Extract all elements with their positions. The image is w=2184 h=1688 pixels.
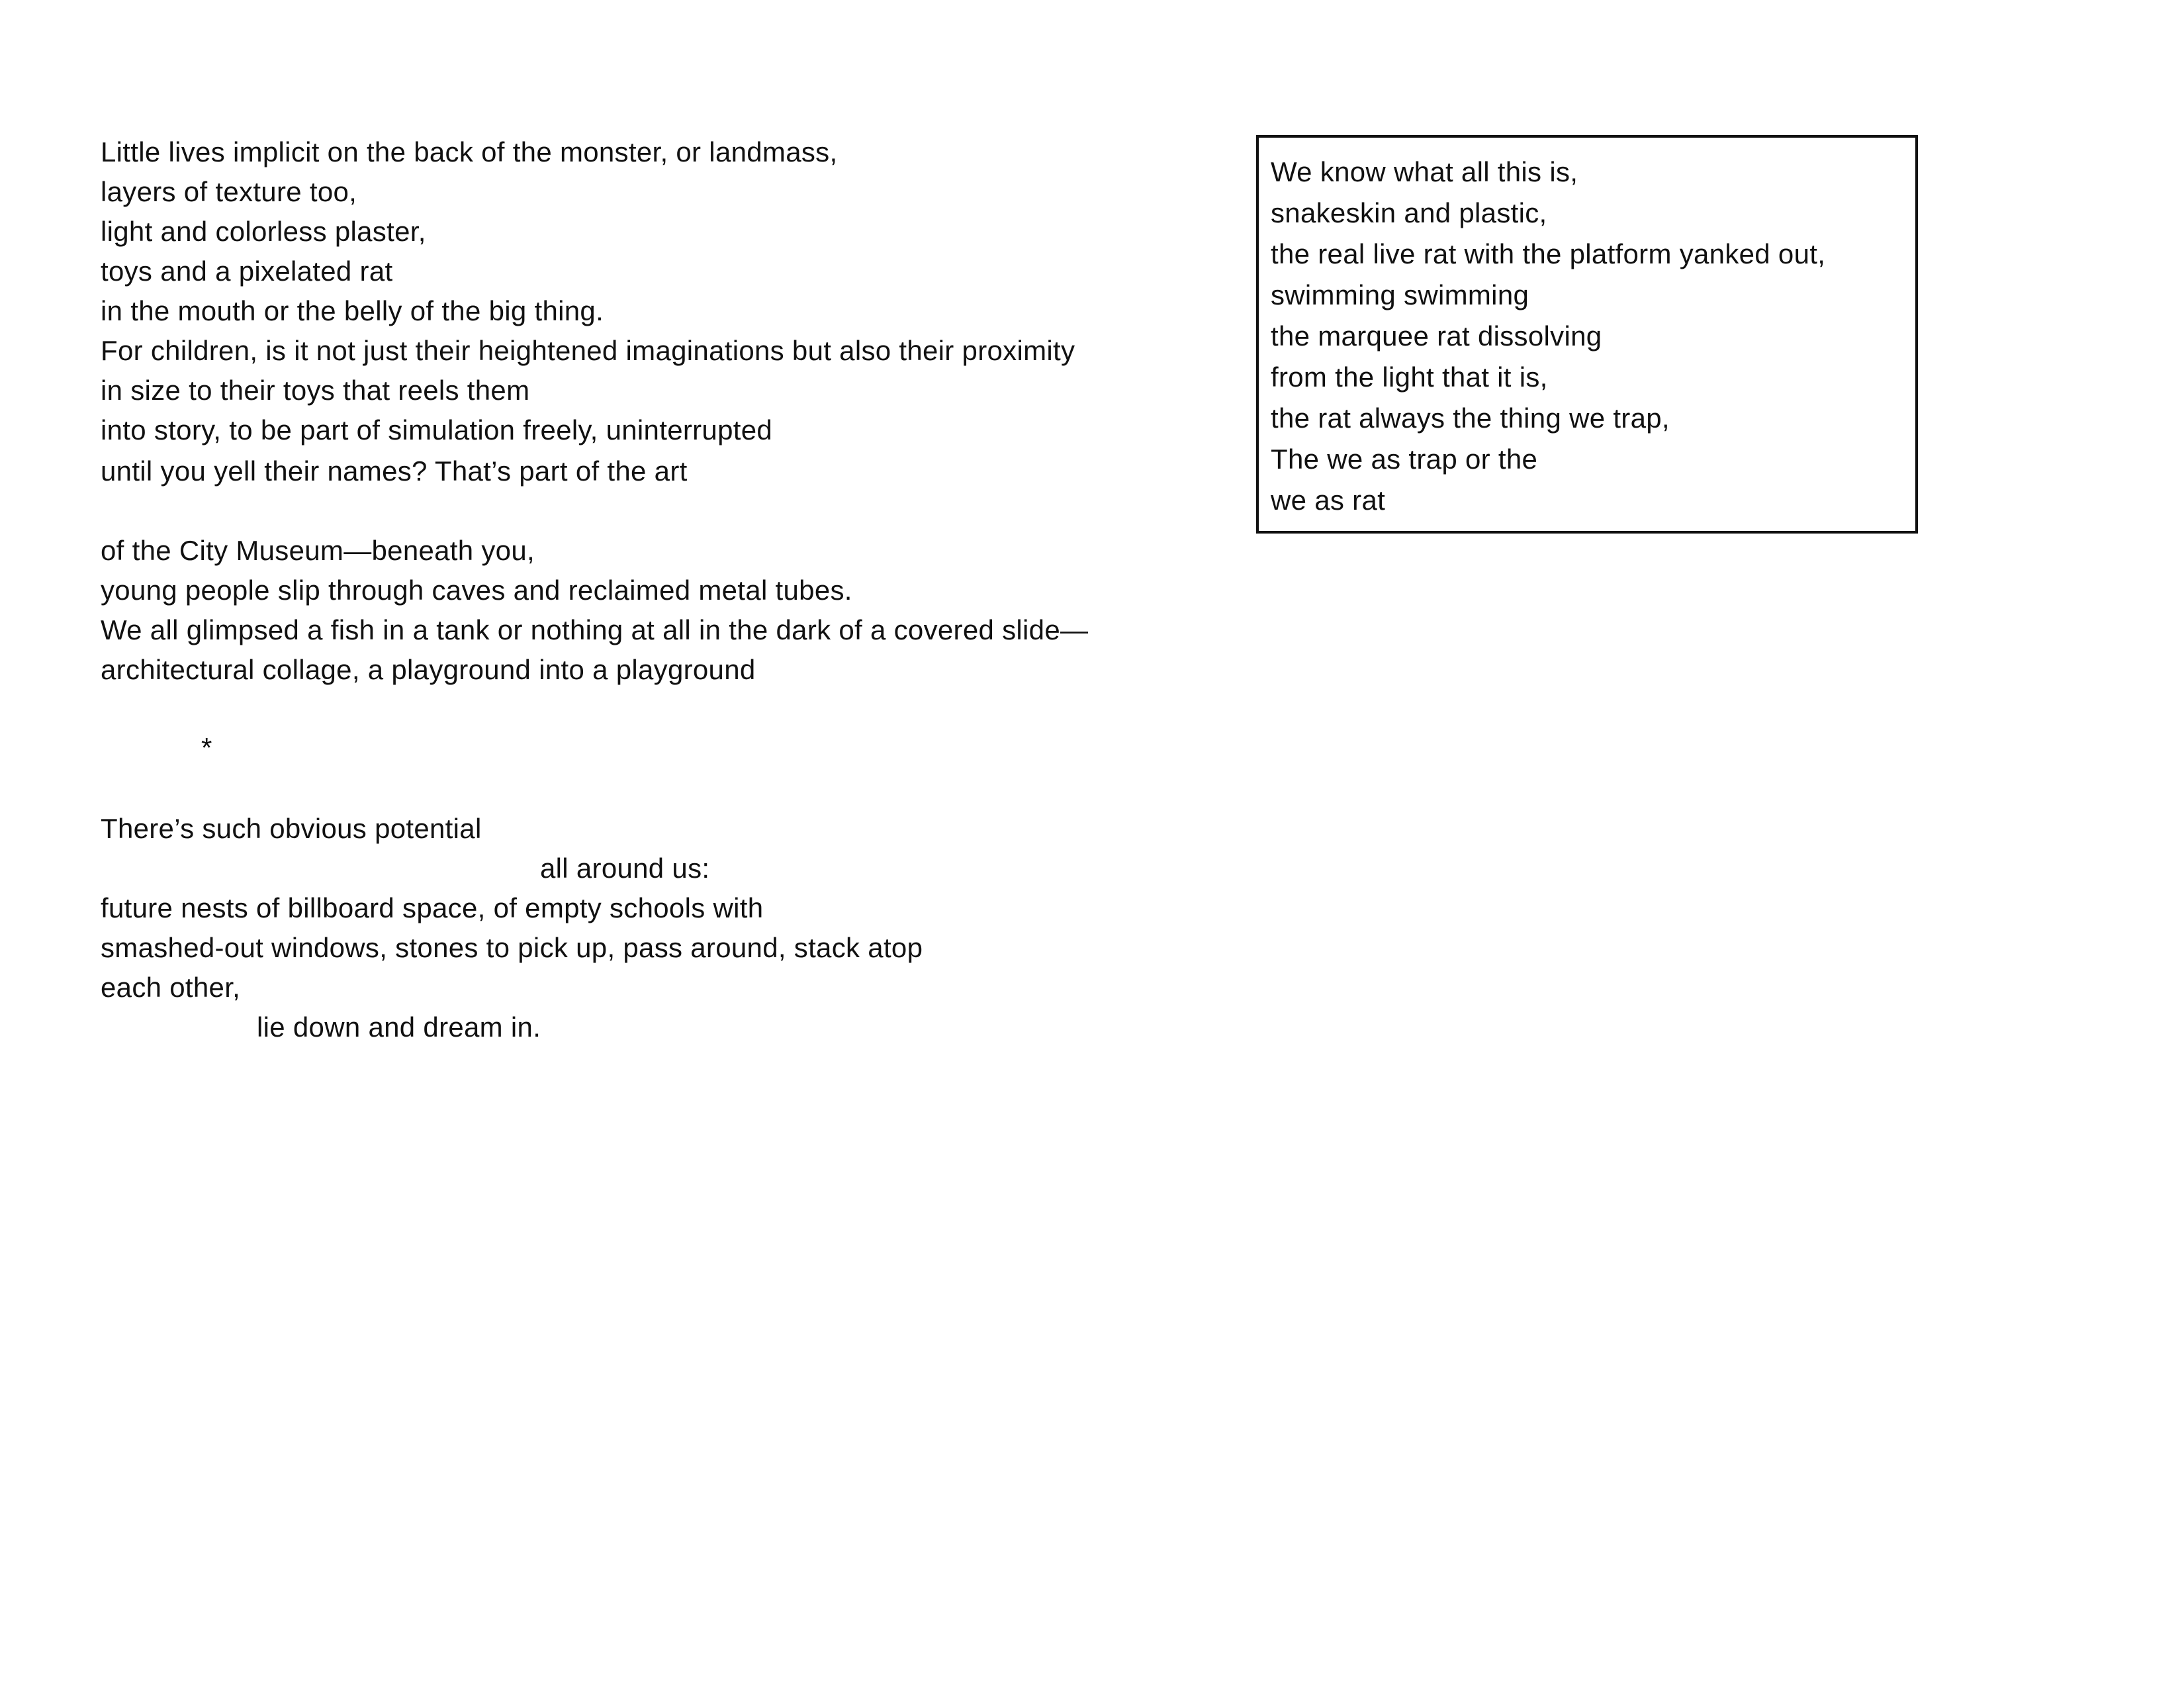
poem-line: There’s such obvious potential [101, 813, 482, 844]
poem-line-indented: lie down and dream in. [257, 1011, 541, 1043]
poem-line-indented: all around us: [540, 853, 710, 884]
poem-line: each other, [101, 972, 241, 1003]
poem-line: in the mouth or the belly of the big thing. [101, 295, 604, 326]
poem-line: in size to their toys that reels them [101, 375, 530, 406]
box-line: swimming swimming [1271, 279, 1529, 310]
box-line: We know what all this is, [1271, 156, 1578, 187]
poem-line: smashed-out windows, stones to pick up, pass around, stack atop [101, 932, 923, 963]
poem-line: toys and a pixelated rat [101, 256, 393, 287]
poem-line: architectural collage, a playground into a playground [101, 654, 756, 685]
poem-line: young people slip through caves and reclaimed metal tubes. [101, 575, 852, 606]
poem-line: For children, is it not just their heightened imaginations but also their proximity [101, 335, 1075, 366]
poem-line: into story, to be part of simulation freely, uninterrupted [101, 414, 773, 445]
box-line: The we as trap or the [1271, 444, 1538, 475]
poem-line: light and colorless plaster, [101, 216, 426, 247]
section-break-asterisk: * [201, 732, 212, 763]
poem-line: layers of texture too, [101, 176, 357, 207]
poem-line: Little lives implicit on the back of the monster, or landmass, [101, 136, 838, 167]
poem-line: of the City Museum—beneath you, [101, 535, 535, 566]
box-line: we as rat [1271, 485, 1386, 516]
box-line: snakeskin and plastic, [1271, 197, 1547, 228]
poem-line: until you yell their names? That’s part of the art [101, 455, 688, 487]
box-line: the real live rat with the platform yanked out, [1271, 238, 1826, 269]
poem-line: future nests of billboard space, of empty schools with [101, 892, 764, 923]
boxed-stanza [1256, 135, 1918, 534]
box-line: the marquee rat dissolving [1271, 320, 1602, 352]
box-line: from the light that it is, [1271, 361, 1548, 393]
box-line: the rat always the thing we trap, [1271, 402, 1670, 434]
poem-line: We all glimpsed a fish in a tank or nothing at all in the dark of a covered slide— [101, 614, 1089, 645]
